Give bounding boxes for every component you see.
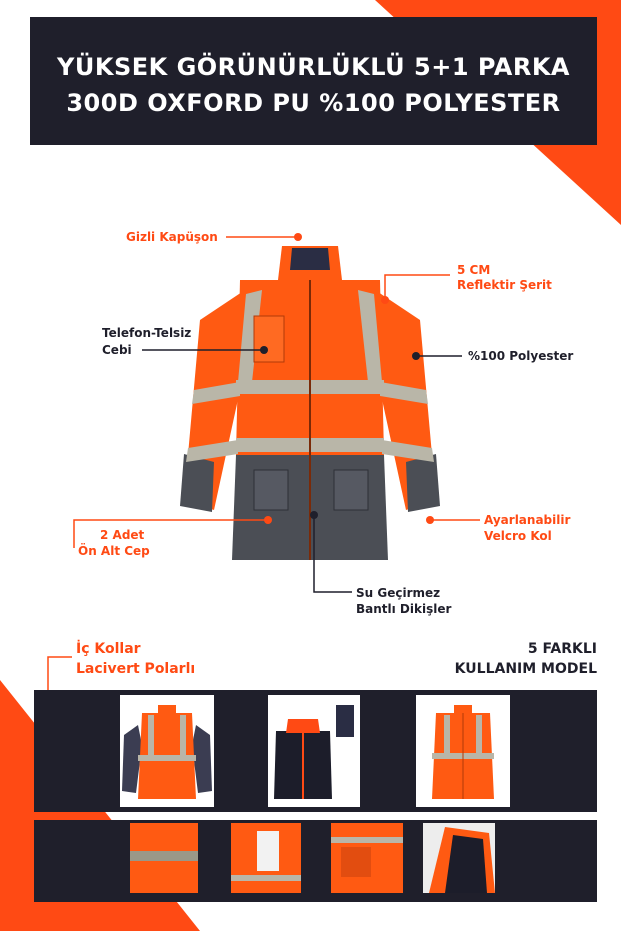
callout-reflective-line1: 5 CM	[457, 263, 491, 277]
callout-pockets-line2: Ön Alt Cep	[78, 544, 150, 558]
model-photo-3	[416, 695, 510, 807]
callout-phone-line2: Cebi	[102, 343, 132, 357]
model-photo-2	[268, 695, 360, 807]
detail-photo-3	[331, 823, 403, 893]
callout-seams-line1: Su Geçirmez	[356, 586, 441, 600]
collar-heading-line1: İç Kollar	[76, 641, 141, 657]
callout-velcro-line2: Velcro Kol	[484, 529, 552, 543]
callout-hood: Gizli Kapüşon	[126, 230, 218, 244]
model-photo-1	[120, 695, 214, 807]
callout-pockets-line1: 2 Adet	[100, 528, 145, 542]
detail-photo-1	[130, 823, 198, 893]
callout-phone-line1: Telefon-Telsiz	[102, 326, 192, 340]
models-heading-line1: 5 FARKLI	[527, 641, 597, 657]
models-heading-line2: KULLANIM MODEL	[454, 661, 597, 677]
callout-seams-line2: Bantlı Dikişler	[356, 602, 452, 616]
detail-photo-4	[423, 823, 495, 893]
details-strip	[34, 820, 597, 902]
collar-heading-line2: Lacivert Polarlı	[76, 661, 196, 677]
callout-reflective-line2: Reflektir Şerit	[457, 278, 552, 292]
detail-photo-2	[231, 823, 301, 893]
callout-polyester: %100 Polyester	[468, 349, 574, 363]
title-line-1: YÜKSEK GÖRÜNÜRLÜKLÜ 5+1 PARKA	[56, 53, 570, 81]
title-line-2: 300D OXFORD PU %100 POLYESTER	[66, 89, 561, 117]
callout-velcro-line1: Ayarlanabilir	[484, 513, 571, 527]
